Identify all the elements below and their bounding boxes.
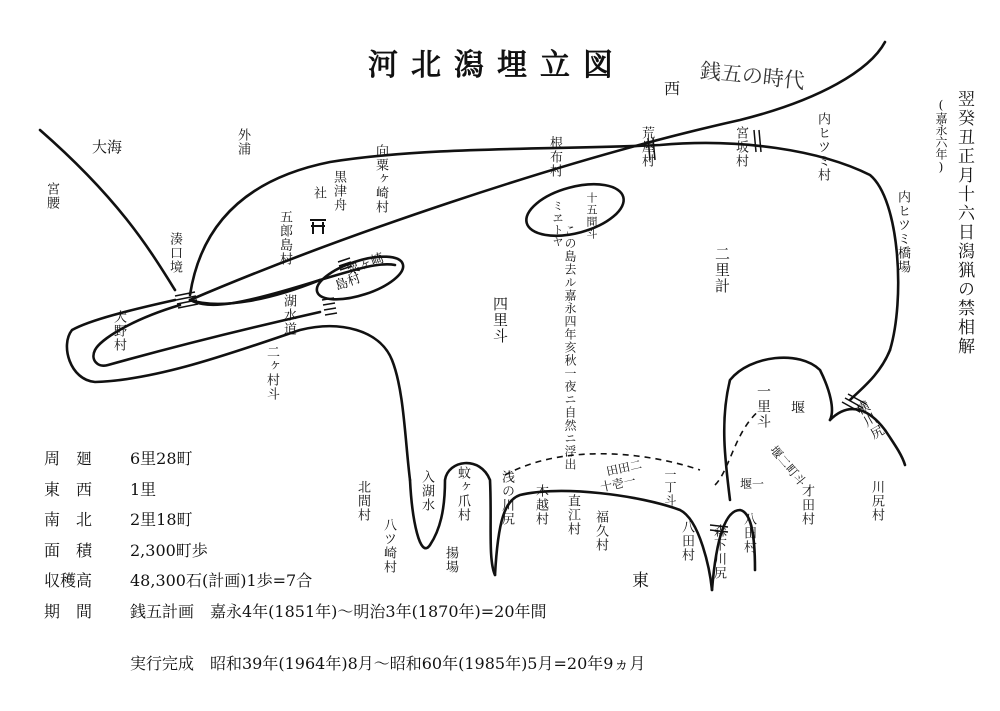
stat-label: 期 間 [44,601,93,621]
stat-row [44,597,547,628]
lagoon-north-shore [190,143,898,350]
label-arayamura: 荒屋村 [639,126,654,168]
label-yatamura: 八田村 [679,520,694,562]
label-agaba: 揚場 [443,546,458,574]
label-dam3: 堰一 [740,477,765,491]
label-irikosui: 入湖水 [419,470,434,512]
stat-label: 南 北 [44,510,93,529]
notice-sub: (嘉永六年) [934,98,948,174]
stat-value: 2里18町 [130,510,193,529]
label-island-name: ミヱトヤ [551,200,564,248]
stat-value: 48,300石(計画)1歩=7合 [130,571,313,590]
label-gorojima: 五郎島村 [277,210,292,266]
label-uchihitsumimura: 内ヒツミ村 [815,112,830,182]
label-yonrito: 四里斗 [491,296,509,344]
label-kosuido: 湖水道 [281,294,296,336]
stat-label: 収穫高 [44,571,93,590]
stat-row [44,536,547,567]
label-yashiro: 社 [311,186,326,200]
direction-west: 西 [664,79,681,98]
label-naoemura: 直江村 [565,494,580,536]
label-yatamura2: 八田村 [741,512,756,554]
execution-period: 実行完成 昭和39年(1964年)8月〜昭和60年(1985年)5月=20年9ヵ月 [130,654,646,673]
stat-row [44,566,547,597]
label-miyasakamura: 宮坂村 [733,126,748,168]
label-sotoura: 外浦 [235,128,250,156]
label-kitamadome: 北間村 [355,480,370,522]
stat-value: 2,300町歩 [130,540,208,560]
lagoon-east2 [850,350,890,400]
label-awagasaki: 粟ヶ崎 [344,250,387,279]
label-minatoguchi: 湊口境 [167,232,182,274]
label-kanbasama: 蚊ヶ爪村 [455,466,470,522]
label-shimamura: 島村 [333,271,363,294]
notice-main: 翌癸丑正月十六日潟猟の禁相解 [954,90,974,356]
label-moribashita: 森下川尻 [711,524,726,580]
shrine-icon [310,220,326,234]
handwritten-note: 銭五の時代 [698,58,806,94]
stat-value: 銭五計画 嘉永4年(1851年)〜明治3年(1870年)=20年間 [130,601,547,621]
stat-row [44,444,547,475]
label-dam2: 堰二町斗 [767,443,809,489]
label-island-note: この島去ル嘉永四年亥秋一夜ニ自然ニ浮出 [563,224,577,471]
label-ohno: 大野村 [111,310,126,352]
label-nekamura: 二ヶ村斗 [264,345,279,401]
label-ohumi: 大海 [92,138,123,156]
label-niriikei: 二里計 [713,246,731,294]
label-kishimura: 木越村 [533,484,548,526]
stat-label: 周 廻 [44,449,93,468]
label-miyakoshi: 宮腰 [44,182,59,210]
direction-east: 東 [632,571,649,591]
label-kawajirimura: 川尻村 [869,480,884,522]
stat-label: 東 西 [44,479,93,499]
label-tsutsugasaki: 八ツ崎村 [381,518,396,574]
stats-table [44,444,547,627]
label-jugoken: 十五間斗 [585,192,598,240]
label-hen: 堰 [789,400,805,415]
label-kurotsufune: 黒津舟 [331,170,346,212]
stat-row [44,505,547,536]
label-nebu: 根布村 [547,136,562,178]
label-mukaiawagasaki: 向粟ヶ崎村 [373,144,388,214]
label-uchihitsumi-kaba: 内ヒツミ橋場 [895,190,910,274]
label-dam1: 一丁斗 [663,468,677,507]
stat-row [44,475,547,506]
label-saitamura: 才田村 [799,484,814,526]
stat-label: 面 積 [44,540,93,560]
label-asanokawajiri: 浅の川尻 [499,470,514,526]
label-dam5: 十壱一 [598,473,638,495]
label-dam4: 田田二 [604,457,644,479]
stat-value: 6里28町 [130,449,193,468]
label-iririto: 一里斗 [755,384,771,429]
stat-value: 1里 [130,479,157,499]
label-yokokawa: 横川尻 [851,399,886,443]
label-ohumi-1 [92,140,122,155]
label-fukuhisamura: 福久村 [593,510,608,552]
dashed-boundary-b [715,410,760,485]
map-title: 河北潟埋立図 [368,48,626,83]
bridge-miyasaka [754,130,761,152]
